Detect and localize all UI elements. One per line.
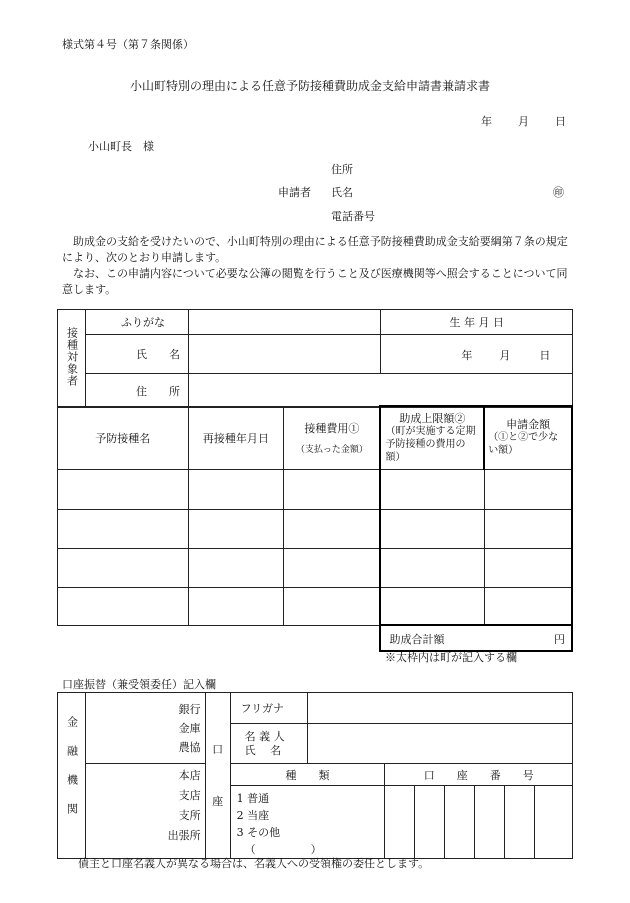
limit-cell bbox=[380, 509, 484, 548]
request-header bbox=[484, 406, 572, 469]
subject-table bbox=[57, 309, 573, 408]
account-digit[interactable] bbox=[505, 786, 535, 859]
redate-header: 再接種年月日 bbox=[188, 406, 284, 469]
account-type-cell[interactable] bbox=[230, 786, 385, 859]
bank-table bbox=[57, 692, 573, 859]
addressee: 小山町長 様 bbox=[88, 140, 154, 153]
thick-frame-note: ※太枠内は町が記入する欄 bbox=[385, 651, 517, 664]
redate-cell[interactable] bbox=[188, 587, 284, 625]
request-header-line1: 申請金額 bbox=[506, 418, 551, 432]
subject-address-field[interactable] bbox=[188, 374, 572, 408]
birth-year-label: 年 bbox=[461, 349, 473, 362]
holder-label bbox=[230, 724, 307, 764]
cost-header bbox=[284, 406, 381, 469]
applicant-phone-label: 電話番号 bbox=[331, 210, 375, 223]
furigana-label: フリガナ bbox=[230, 693, 307, 724]
account-digit[interactable] bbox=[415, 786, 445, 859]
subject-name-label: 氏 名 bbox=[85, 335, 188, 374]
subject-side-label: 接種対象者 bbox=[58, 310, 86, 408]
holder-label-line1: 名 義 人 bbox=[244, 729, 285, 743]
redate-cell[interactable] bbox=[188, 469, 284, 509]
subject-address-label: 住 所 bbox=[85, 374, 188, 408]
consent-paragraph: なお、この申請内容について必要な公簿の閲覧を行うこと及び医療機関等へ照会することについて同意します。 bbox=[62, 267, 568, 296]
koza-top-char: 口 bbox=[212, 742, 224, 756]
limit-header-line2: （町が実施する定期予防接種の費用の額） bbox=[385, 425, 476, 463]
subject-name-field[interactable] bbox=[188, 335, 381, 374]
vaccine-name-cell[interactable] bbox=[58, 509, 189, 548]
applicant-name-label: 氏名 bbox=[331, 186, 353, 199]
bank-section-title: 口座振替（兼受領委任）記入欄 bbox=[62, 678, 216, 691]
kinko-option[interactable]: 金庫 bbox=[178, 721, 201, 735]
application-paragraph: 助成金の支給を受けたいので、小山町特別の理由による任意予防接種費助成金支給要綱第７条の規定により、次のとおり申請します。 bbox=[62, 235, 568, 264]
shutchojo-option[interactable]: 出張所 bbox=[167, 829, 201, 842]
holder-name-field[interactable] bbox=[307, 724, 572, 764]
cost-header-line1: 接種費用① bbox=[304, 422, 360, 435]
cost-cell[interactable] bbox=[284, 548, 381, 587]
applicant-address-label: 住所 bbox=[331, 163, 353, 176]
form-number: 様式第４号（第７条関係） bbox=[62, 38, 194, 51]
birth-month-label: 月 bbox=[499, 349, 511, 362]
applicant-label: 申請者 bbox=[278, 186, 311, 199]
limit-cell bbox=[380, 469, 484, 509]
limit-header-line1: 助成上限額② bbox=[399, 411, 466, 425]
account-type-header: 種 類 bbox=[230, 764, 385, 786]
redate-cell[interactable] bbox=[188, 509, 284, 548]
vaccine-name-cell[interactable] bbox=[58, 548, 189, 587]
date-year-label: 年 bbox=[481, 115, 492, 128]
page-title: 小山町特別の理由による任意予防接種費助成金支給申請書兼請求書 bbox=[130, 79, 491, 93]
nokyo-option[interactable]: 農協 bbox=[178, 740, 201, 754]
request-cell bbox=[484, 548, 572, 587]
vaccine-name-cell[interactable] bbox=[58, 469, 189, 509]
date-day-label: 日 bbox=[555, 115, 566, 128]
limit-cell bbox=[380, 548, 484, 587]
koza-bottom-char: 座 bbox=[212, 794, 224, 808]
branch-type-cell[interactable] bbox=[85, 764, 205, 859]
type-current[interactable]: 2 当座 bbox=[236, 809, 270, 822]
request-cell bbox=[484, 469, 572, 509]
account-digit[interactable] bbox=[535, 786, 573, 859]
shiten-option[interactable]: 支店 bbox=[178, 789, 201, 802]
total-label: 助成合計額 bbox=[389, 633, 445, 646]
birth-day-label: 日 bbox=[539, 349, 551, 362]
limit-header bbox=[380, 406, 484, 469]
request-header-line2: （①と②で少ない額） bbox=[488, 432, 559, 457]
bank-option[interactable]: 銀行 bbox=[178, 702, 201, 716]
total-unit: 円 bbox=[554, 633, 565, 646]
request-cell bbox=[484, 509, 572, 548]
cost-cell[interactable] bbox=[284, 509, 381, 548]
redate-cell[interactable] bbox=[188, 548, 284, 587]
birthdate-field[interactable] bbox=[381, 335, 573, 374]
vaccine-table bbox=[57, 405, 573, 652]
account-number-header: 口 座 番 号 bbox=[385, 764, 573, 786]
cost-cell[interactable] bbox=[284, 587, 381, 625]
cost-header-line2: （支払った金額） bbox=[295, 445, 368, 455]
cost-cell[interactable] bbox=[284, 469, 381, 509]
type-other[interactable]: 3 その他 bbox=[236, 826, 281, 839]
furigana-label: ふりがな bbox=[85, 310, 188, 335]
holder-label-line2: 氏 名 bbox=[244, 743, 282, 757]
shisho-option[interactable]: 支所 bbox=[178, 809, 201, 822]
account-digit[interactable] bbox=[445, 786, 475, 859]
vaccine-name-header: 予防接種名 bbox=[58, 406, 189, 469]
type-ordinary[interactable]: 1 普通 bbox=[236, 792, 270, 805]
limit-cell bbox=[380, 587, 484, 625]
type-other-paren[interactable]: （ ） bbox=[244, 843, 322, 856]
account-digit[interactable] bbox=[475, 786, 505, 859]
koza-label bbox=[205, 693, 230, 859]
date-month-label: 月 bbox=[518, 115, 529, 128]
footer-note: 債主と口座名義人が異なる場合は、名義人への受領権の委任とします。 bbox=[78, 857, 430, 870]
furigana-field[interactable] bbox=[307, 693, 572, 724]
request-cell bbox=[484, 587, 572, 625]
account-digit[interactable] bbox=[385, 786, 415, 859]
birthdate-label: 生 年 月 日 bbox=[381, 310, 573, 335]
total-cell bbox=[380, 625, 572, 651]
furigana-field[interactable] bbox=[188, 310, 381, 335]
seal-mark: ㊞ bbox=[553, 186, 564, 199]
bank-side-label: 金融機関 bbox=[58, 693, 86, 859]
honten-option[interactable]: 本店 bbox=[178, 769, 201, 782]
institution-type-cell[interactable] bbox=[85, 693, 205, 764]
vaccine-name-cell[interactable] bbox=[58, 587, 189, 625]
